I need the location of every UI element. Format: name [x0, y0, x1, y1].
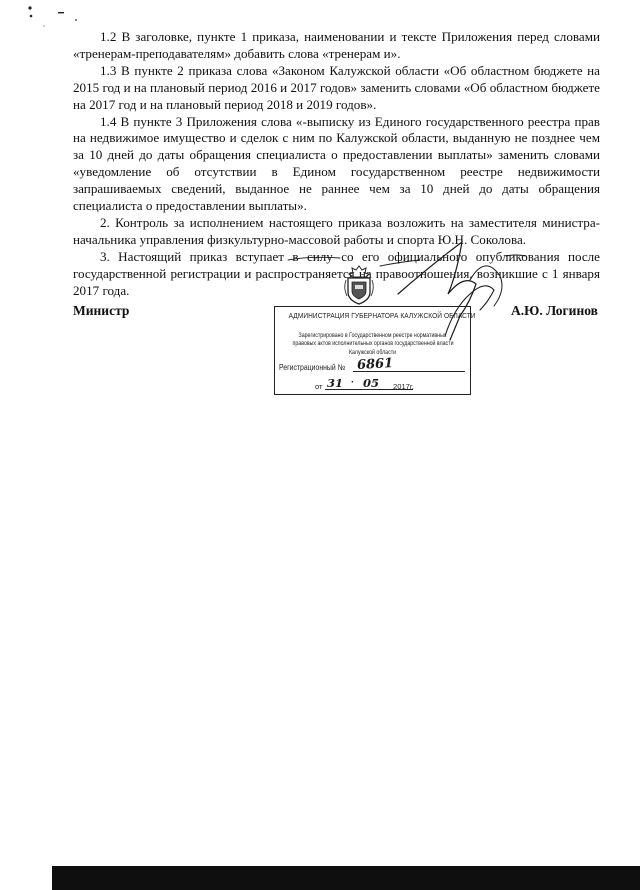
stamp-reg-number: 6861 — [356, 356, 394, 373]
stamp-date-year: 2017г. — [393, 382, 414, 391]
paragraph-2: 2. Контроль за исполнением настоящего приказа возложить на заместителя министра-начальника управления физкультурно-массовой работы и спорта Ю.Н. Соколова. — [73, 214, 600, 247]
paragraph-1-3: 1.3 В пункте 2 приказа слова «Законом Калужской области «Об областном бюджете на 2015 год и на плановый период 2016 и 2017 годов» заменить словами «Об областном бюджете на 2017 год и на плановый период 2018 и 2019 годов». — [73, 62, 600, 112]
stamp-header: АДМИНИСТРАЦИЯ ГУБЕРНАТОРА КАЛУЖСКОЙ ОБЛАСТИ — [288, 311, 476, 320]
paragraph-3: 3. Настоящий приказ вступает в силу со его официального опубликования после государственной регистрации и распространяется на правоотношения, возникшие с 1 января 2017 года. — [73, 248, 600, 298]
stamp-reg-label: Регистрационный № — [279, 363, 346, 372]
paragraph-1-4: 1.4 В пункте 3 Приложения слова «-выписку из Единого государственного реестра прав на недвижимое имущество и сделок с ним по Калужской области, выданную не позднее чем за 10 дней до даты обращения специалиста о предоставлении выплаты» заменить словами «уведомление об отсутствии в Едином государственном реестре недвижимости запрашиваемых сведений, выданное не раннее чем за 10 дней до даты обращения специалиста о предоставлении выплаты». — [73, 113, 600, 214]
stamp-date-prefix: от — [315, 382, 323, 391]
stamp-date-day: 31 — [327, 376, 344, 390]
handwritten-signature-icon — [280, 236, 530, 346]
stamp-date-month: 05 — [363, 376, 380, 390]
signer-role: Министр — [73, 303, 130, 318]
scan-specks-icon — [18, 6, 98, 30]
scan-edge-bar — [52, 866, 640, 890]
stamp-line-3: Калужской области — [348, 348, 397, 356]
paragraph-1-2: 1.2 В заголовке, пункте 1 приказа, наименовании и тексте Приложения перед словами «тренерам-преподавателям» добавить слова «тренерам и». — [73, 29, 600, 61]
signer-name: А.Ю. Логинов — [511, 303, 598, 318]
stamp-line-1: Зарегистрировано в Государственном реестре нормативных — [298, 332, 447, 339]
stamp-date-separator: · — [351, 377, 355, 388]
stamp-line-2: правовых актов исполнительных органов государственной власти — [292, 340, 454, 348]
